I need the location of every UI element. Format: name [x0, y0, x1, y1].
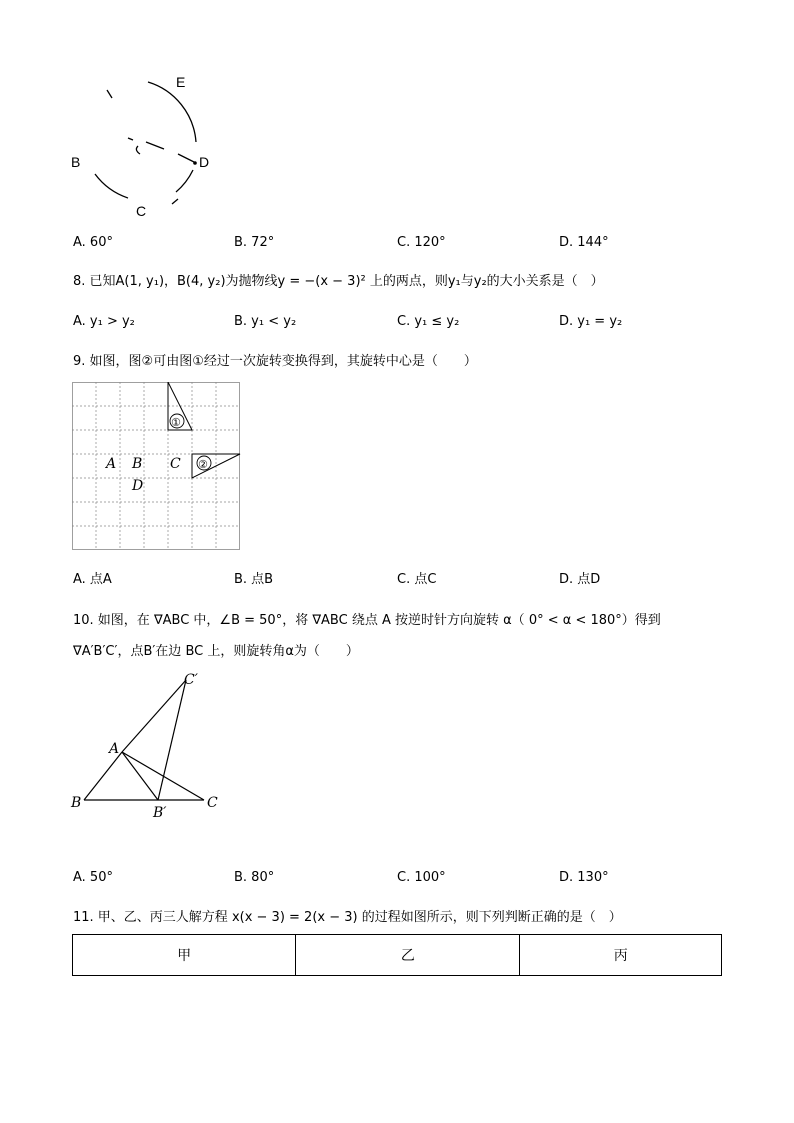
- q7-option-b[interactable]: B. 72°: [234, 235, 275, 250]
- q10-point-A: A: [109, 741, 120, 757]
- q8-text: 8. 已知A(1, y₁)，B(4, y₂)为抛物线y = −(x − 3)² 上的两点，则y₁与y₂的大小关系是（ ）: [73, 274, 604, 289]
- q11-solution-table: [72, 934, 722, 976]
- q11-header-bing: 丙: [520, 935, 722, 976]
- q8-option-b[interactable]: B. y₁ < y₂: [234, 314, 297, 329]
- q10-point-C: C: [207, 795, 218, 811]
- q10-option-c[interactable]: C. 100°: [397, 870, 446, 885]
- q7-circle-figure: [68, 70, 228, 220]
- q9-text: 9. 如图，图②可由图①经过一次旋转变换得到，其旋转中心是（ ）: [73, 354, 477, 369]
- q9-option-d[interactable]: D. 点D: [559, 572, 601, 587]
- q8-option-d[interactable]: D. y₁ = y₂: [559, 314, 623, 329]
- q10-option-d[interactable]: D. 130°: [559, 870, 609, 885]
- q9-grid-figure: [72, 382, 242, 552]
- q9-option-a[interactable]: A. 点A: [73, 572, 112, 587]
- q10-point-Bp: B′: [153, 805, 167, 821]
- q9-shape2-label: ②: [198, 458, 208, 471]
- q7-label-D: D: [199, 154, 210, 170]
- q9-shape1-label: ①: [171, 416, 181, 429]
- q10-triangle-figure: [68, 670, 228, 825]
- q9-point-A: A: [106, 456, 117, 472]
- q9-point-B: B: [132, 456, 143, 472]
- q11-text: 11. 甲、乙、丙三人解方程 x(x − 3) = 2(x − 3) 的过程如图所示，则下列判断正确的是（ ）: [73, 910, 622, 925]
- q8-option-a[interactable]: A. y₁ > y₂: [73, 314, 135, 329]
- q9-option-b[interactable]: B. 点B: [234, 572, 274, 587]
- q11-header-jia: 甲: [73, 935, 296, 976]
- q9-point-C: C: [170, 456, 181, 472]
- q10-text-line2: ∇A′B′C′，点B′在边 BC 上，则旋转角α为（ ）: [73, 644, 359, 659]
- q7-label-C: C: [136, 203, 147, 219]
- q7-option-a[interactable]: A. 60°: [73, 235, 113, 250]
- q7-label-B: B: [71, 154, 81, 170]
- q10-point-Cp: C′: [184, 672, 198, 688]
- q9-option-c[interactable]: C. 点C: [397, 572, 437, 587]
- q8-option-c[interactable]: C. y₁ ≤ y₂: [397, 314, 460, 329]
- q7-option-d[interactable]: D. 144°: [559, 235, 609, 250]
- q10-option-a[interactable]: A. 50°: [73, 870, 113, 885]
- q10-option-b[interactable]: B. 80°: [234, 870, 275, 885]
- q10-text-line1: 10. 如图，在 ∇ABC 中，∠B = 50°，将 ∇ABC 绕点 A 按逆时针方向旋转 α（ 0° < α < 180°）得到: [73, 613, 661, 628]
- q10-point-B: B: [71, 795, 82, 811]
- q7-label-E: E: [176, 74, 186, 90]
- q7-option-c[interactable]: C. 120°: [397, 235, 446, 250]
- q9-point-D: D: [132, 478, 144, 494]
- q11-header-yi: 乙: [296, 935, 520, 976]
